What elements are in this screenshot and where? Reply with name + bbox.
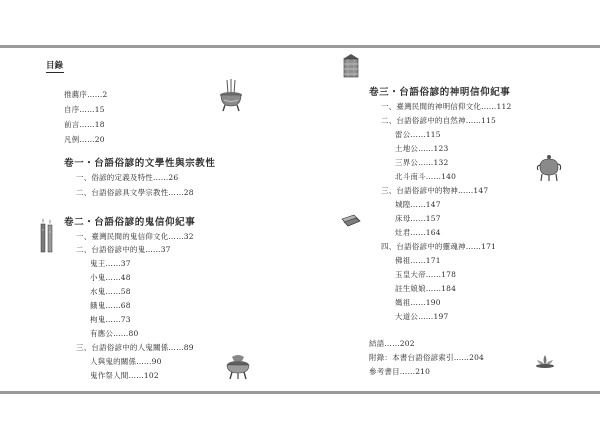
toc-entry-references[interactable]: 參考書目……210 — [369, 367, 431, 376]
toc-entry-preface-author[interactable]: 自序……15 — [64, 105, 105, 114]
chapter-3-item-3[interactable]: 三、台語俗諺中的物神……147 — [381, 186, 489, 195]
chapter-3-sub4-3[interactable]: 註生娘娘……184 — [395, 284, 457, 293]
chapter-3-sub2-4[interactable]: 北斗南斗……140 — [395, 172, 457, 181]
temple-icon — [342, 53, 360, 79]
toc-title-underline — [46, 72, 64, 73]
chapter-3-sub3-3[interactable]: 灶君……164 — [395, 228, 441, 237]
chapter-3-item-2[interactable]: 二、台語俗諺中的自然神……115 — [381, 116, 497, 125]
toc-entry-foreword[interactable]: 前言……18 — [64, 120, 105, 129]
brazier-icon — [224, 353, 252, 381]
chapter-3-sub4-1[interactable]: 佛祖……171 — [395, 256, 441, 265]
chapter-2-sub3-1[interactable]: 人與鬼的關係……90 — [90, 357, 162, 366]
chapter-3-sub2-2[interactable]: 土地公……123 — [395, 144, 449, 153]
chapter-3-title[interactable]: 卷三・台語俗諺的神明信仰紀事 — [369, 87, 511, 98]
left-page — [0, 48, 300, 388]
right-page — [300, 48, 600, 388]
chapter-2-title[interactable]: 卷二・台語俗諺的鬼信仰紀事 — [64, 217, 196, 228]
bottom-rule — [0, 391, 600, 394]
toc-title: 目錄 — [46, 61, 64, 71]
candles-icon — [38, 216, 56, 254]
incense-burner-icon — [218, 78, 244, 112]
chapter-3-sub4-2[interactable]: 玉皇大帝……178 — [395, 270, 457, 279]
chapter-2-sub-2[interactable]: 小鬼……48 — [90, 273, 131, 282]
chapter-1-title[interactable]: 卷一・台語俗諺的文學性與宗教性 — [64, 158, 216, 169]
chapter-1-item-2[interactable]: 二、台語俗諺具文學宗教性……28 — [76, 188, 194, 197]
chapter-3-item-4[interactable]: 四、台語俗諺中的靈魂神……171 — [381, 242, 497, 251]
chapter-3-sub4-4[interactable]: 媽祖……190 — [395, 298, 441, 307]
toc-entry-preface-recommend[interactable]: 推薦序……2 — [64, 90, 108, 99]
chapter-2-sub-4[interactable]: 餓鬼……68 — [90, 301, 131, 310]
chapter-2-sub-3[interactable]: 水鬼……58 — [90, 287, 131, 296]
chapter-2-sub3-2[interactable]: 鬼作祭人間……102 — [90, 371, 159, 380]
chapter-3-sub2-3[interactable]: 三界公……132 — [395, 158, 449, 167]
chapter-3-sub3-1[interactable]: 城隍……147 — [395, 200, 441, 209]
paper-offering-icon — [340, 213, 362, 229]
chapter-2-item-3[interactable]: 三、台語俗諺中的人鬼關係……89 — [76, 343, 194, 352]
toc-entry-conventions[interactable]: 凡例……20 — [64, 135, 105, 144]
chapter-2-sub-6[interactable]: 有應公……80 — [90, 329, 139, 338]
chapter-3-item-1[interactable]: 一、臺灣民間的神明信仰文化……112 — [381, 102, 512, 111]
chapter-2-sub-5[interactable]: 枸鬼……73 — [90, 315, 131, 324]
chapter-3-sub3-2[interactable]: 床母……157 — [395, 214, 441, 223]
chapter-2-sub-1[interactable]: 鬼王……37 — [90, 259, 131, 268]
toc-entry-conclusion[interactable]: 結語……202 — [369, 339, 415, 348]
chapter-3-sub2-1[interactable]: 雷公……115 — [395, 130, 441, 139]
lotus-icon — [534, 353, 556, 369]
chapter-1-item-1[interactable]: 一、俗諺的定義及特性……26 — [76, 173, 179, 182]
chapter-2-item-2[interactable]: 二、台語俗諺中的鬼……37 — [76, 245, 171, 254]
toc-entry-appendix[interactable]: 附錄：本書台語俗諺索引……204 — [369, 353, 485, 362]
tea-pot-icon — [536, 153, 562, 183]
chapter-3-sub4-5[interactable]: 大道公……197 — [395, 312, 449, 321]
chapter-2-item-1[interactable]: 一、臺灣民間的鬼信仰文化……32 — [76, 232, 194, 241]
